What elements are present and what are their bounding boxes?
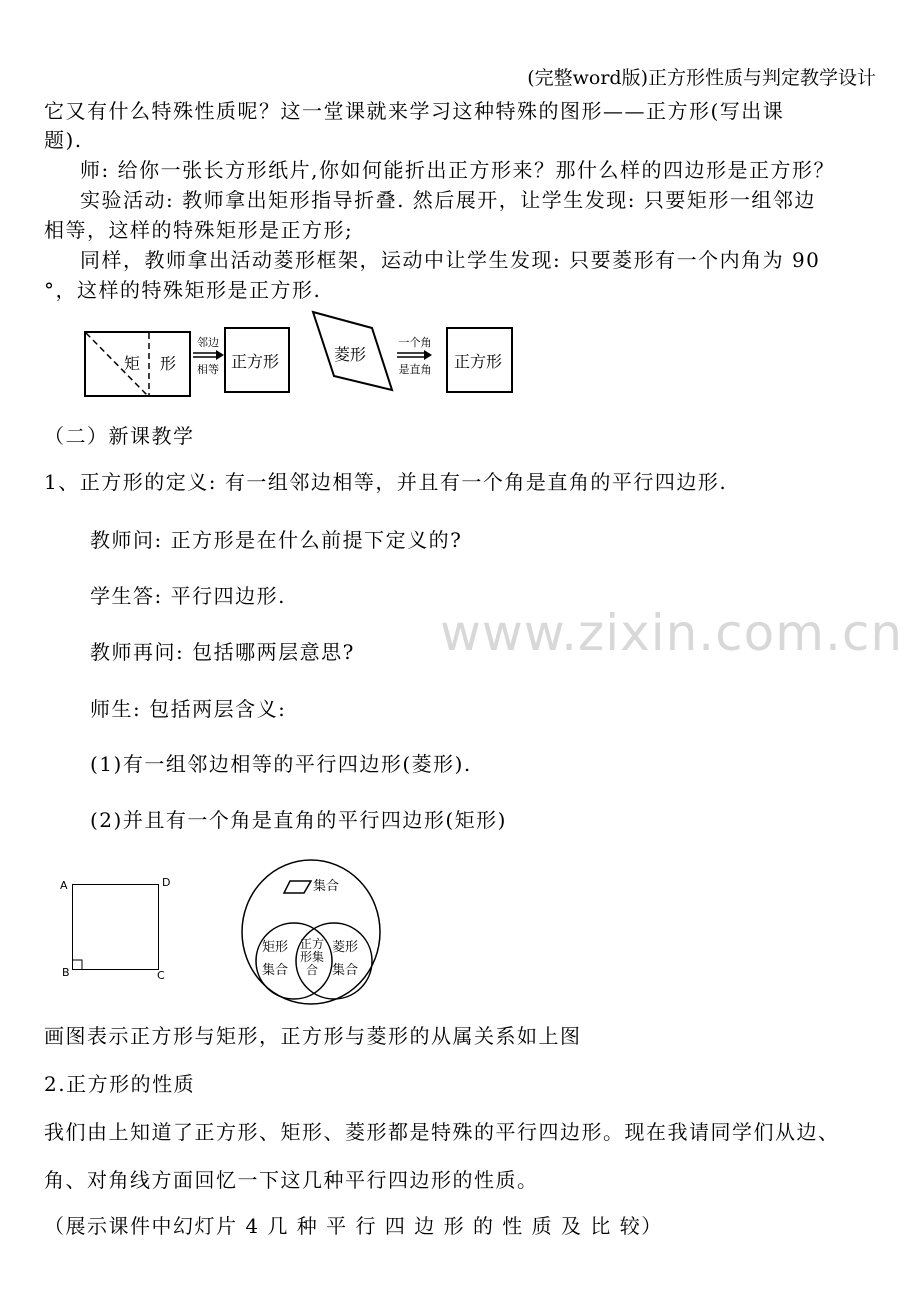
- square-abcd: [72, 884, 159, 970]
- list-item: (1)有一组邻边相等的平行四边形(菱形).: [90, 752, 472, 776]
- paragraph-line: °，这样的特殊矩形是正方形.: [44, 278, 322, 302]
- vertex-b-label: B: [62, 966, 70, 979]
- paragraph-line: 我们由上知道了正方形、矩形、菱形都是特殊的平行四边形。现在我请同学们从边、: [44, 1120, 840, 1144]
- double-arrow-icon: [192, 350, 224, 360]
- page-header: (完整word版)正方形性质与判定教学设计: [527, 67, 876, 89]
- definition-line: 1、正方形的定义: 有一组邻边相等，并且有一个角是直角的平行四边形.: [44, 470, 728, 494]
- square-label: 正方形: [231, 352, 280, 371]
- rect-label-right: 形: [160, 354, 177, 373]
- arrow2-top-label: 一个角: [398, 336, 432, 349]
- paragraph-line: 相等，这样的特殊矩形是正方形;: [44, 218, 354, 242]
- dialogue-line: 教师问: 正方形是在什么前提下定义的?: [90, 528, 463, 552]
- rect-label-left: 矩: [124, 354, 141, 373]
- arrow2-bottom-label: 是直角: [398, 363, 432, 376]
- dialogue-line: 教师再问: 包括哪两层意思?: [90, 640, 355, 664]
- paragraph-line: （展示课件中幻灯片 4 几 种 平 行 四 边 形 的 性 质 及 比 较）: [44, 1214, 663, 1238]
- section-title: 2.正方形的性质: [44, 1072, 196, 1096]
- rect-set-label: 矩形 集合: [262, 940, 289, 978]
- paragraph-line: 角、对角线方面回忆一下这几种平行四边形的性质。: [44, 1168, 539, 1192]
- paragraph-line: 实验活动: 教师拿出矩形指导折叠. 然后展开，让学生发现: 只要矩形一组邻边: [80, 188, 816, 212]
- rhombus-label: 菱形: [334, 345, 367, 364]
- watermark: www.zixin.com.cn: [440, 604, 904, 662]
- square-set-label: 正方 形集 合: [300, 937, 325, 977]
- parallelogram-icon: [283, 879, 313, 895]
- figure-caption: 画图表示正方形与矩形，正方形与菱形的从属关系如上图: [44, 1024, 582, 1048]
- rhombus-set-label: 菱形 集合: [332, 940, 359, 978]
- section-title: （二）新课教学: [44, 424, 195, 448]
- dialogue-line: 学生答: 平行四边形.: [90, 584, 286, 608]
- vertex-d-label: D: [162, 876, 171, 889]
- list-item: (2)并且有一个角是直角的平行四边形(矩形): [90, 808, 507, 832]
- vertex-a-label: A: [60, 879, 68, 892]
- arrow1-bottom-label: 相等: [197, 363, 219, 376]
- vertex-c-label: C: [157, 969, 165, 982]
- dialogue-line: 师生: 包括两层含义:: [90, 697, 287, 721]
- parallelogram-set-label: 集合: [313, 879, 340, 894]
- right-angle-mark: [72, 959, 84, 971]
- double-arrow-icon: [396, 350, 432, 360]
- paragraph-line: 题).: [44, 128, 83, 152]
- paragraph-line: 师: 给你一张长方形纸片,你如何能折出正方形来？那什么样的四边形是正方形？: [80, 158, 835, 182]
- paragraph-line: 同样，教师拿出活动菱形框架，运动中让学生发现: 只要菱形有一个内角为 90: [80, 248, 821, 272]
- arrow1-top-label: 邻边: [197, 336, 219, 349]
- square-label: 正方形: [454, 352, 503, 371]
- paragraph-line: 它又有什么特殊性质呢？这一堂课就来学习这种特殊的图形——正方形(写出课: [44, 99, 785, 123]
